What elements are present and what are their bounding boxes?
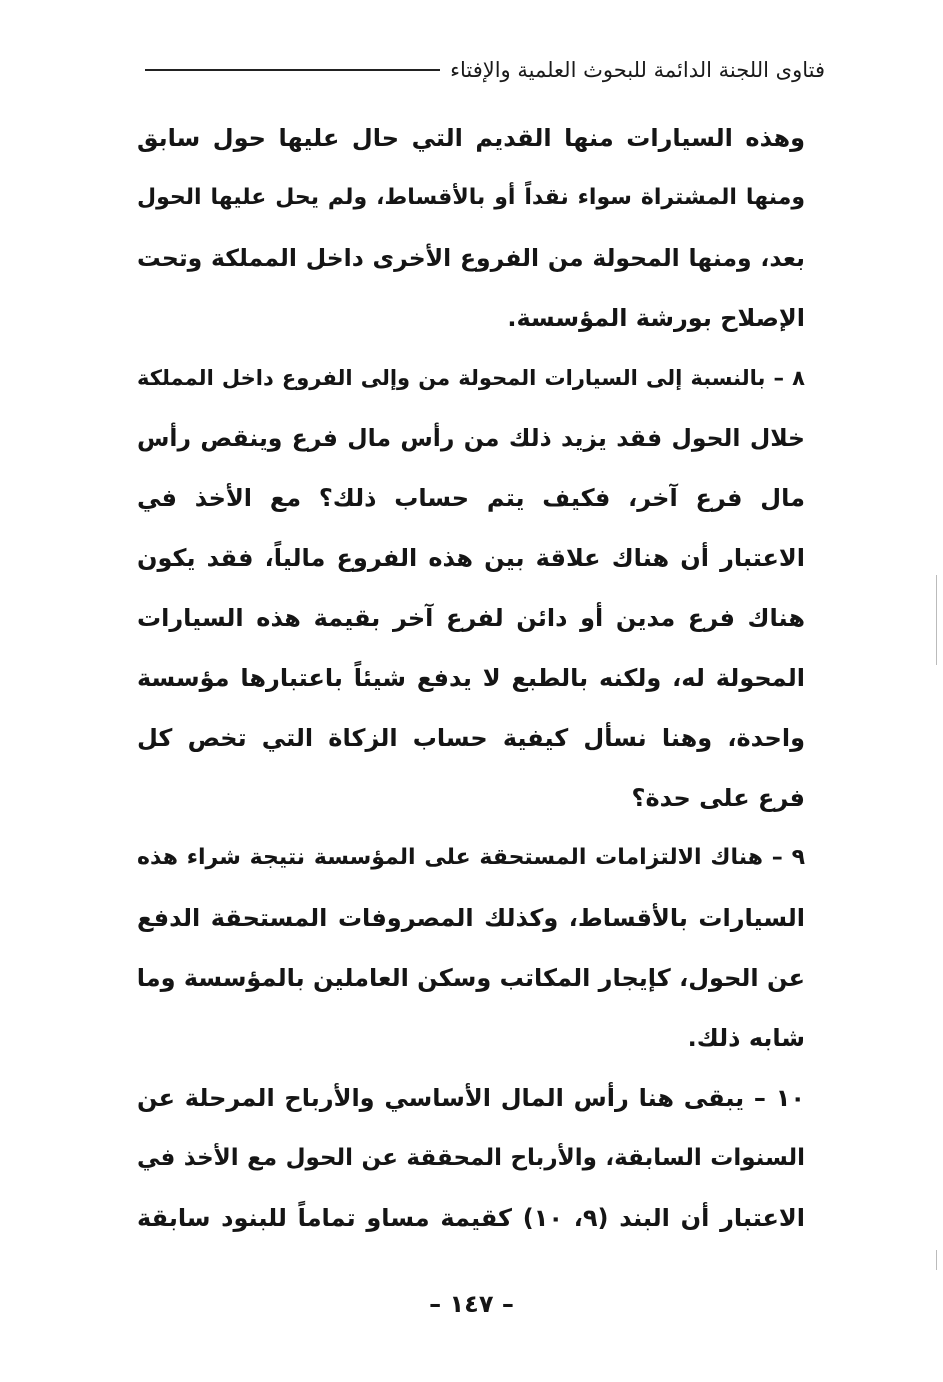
- running-header: [125, 58, 825, 82]
- text-line: عن الحول، كإيجار المكاتب وسكن العاملين بالمؤسسة وما: [136, 964, 805, 992]
- text-line: واحدة، وهنا نسأل كيفية حساب الزكاة التي تخص كل: [137, 724, 805, 752]
- text-line: ٩ – هناك الالتزامات المستحقة على المؤسسة نتيجة شراء هذه: [137, 845, 805, 870]
- paragraph-continuation: [137, 108, 805, 348]
- text-line: فرع على حدة؟: [631, 784, 805, 812]
- text-line: الاعتبار أن البند (٩، ١٠) كقيمة مساو تماماً للبنود سابقة: [137, 1204, 805, 1232]
- item-9: [137, 828, 805, 1068]
- text-line: ١٠ – يبقى هنا رأس المال الأساسي والأرباح المرحلة عن: [137, 1084, 805, 1112]
- text-line: هناك فرع مدين أو دائن لفرع آخر بقيمة هذه السيارات: [137, 604, 805, 632]
- text-line: مال فرع آخر، فكيف يتم حساب ذلك؟ مع الأخذ في: [137, 484, 805, 512]
- scan-edge-mark: [936, 1250, 937, 1270]
- item-8: [137, 348, 805, 828]
- text-line: السيارات بالأقساط، وكذلك المصروفات المستحقة الدفع: [137, 904, 805, 932]
- running-header-title: فتاوى اللجنة الدائمة للبحوث العلمية والإفتاء: [450, 58, 825, 82]
- scan-edge-mark: [936, 575, 937, 665]
- text-line: الاعتبار أن هناك علاقة بين هذه الفروع مالياً، فقد يكون: [137, 544, 805, 572]
- text-line: السنوات السابقة، والأرباح المحققة عن الحول مع الأخذ في: [137, 1145, 805, 1171]
- page-number: – ١٤٧ –: [429, 1290, 514, 1318]
- text-line: ٨ – بالنسبة إلى السيارات المحولة من وإلى الفروع داخل المملكة: [137, 366, 805, 390]
- body-text: [137, 108, 805, 1248]
- header-rule: [145, 69, 440, 71]
- text-line: بعد، ومنها المحولة من الفروع الأخرى داخل المملكة وتحت: [137, 244, 805, 272]
- text-line: شابه ذلك.: [687, 1024, 805, 1052]
- text-line: المحولة له، ولكنه بالطبع لا يدفع شيئاً باعتبارها مؤسسة: [137, 664, 805, 692]
- text-line: ومنها المشتراة سواء نقداً أو بالأقساط، ولم يحل عليها الحول: [137, 185, 805, 210]
- text-line: وهذه السيارات منها القديم التي حال عليها حول سابق: [137, 124, 805, 152]
- item-10: [137, 1068, 805, 1248]
- text-line: خلال الحول فقد يزيد ذلك من رأس مال فرع وينقص رأس: [137, 424, 805, 452]
- text-line: الإصلاح بورشة المؤسسة.: [507, 304, 805, 332]
